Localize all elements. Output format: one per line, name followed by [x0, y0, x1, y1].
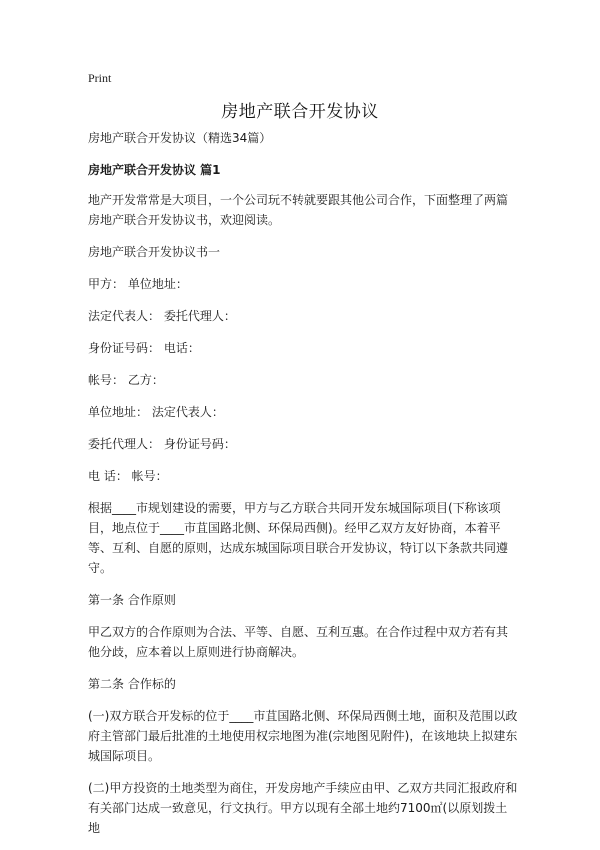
document-body	[88, 128, 518, 850]
subtitle: 房地产联合开发协议（精选34篇）	[88, 131, 272, 145]
phone-account-b-line: 电 话： 帐号：	[88, 469, 168, 483]
article2-item2: (二)甲方投资的土地类型为商住，开发房地产手续应由甲、乙双方共同汇报政府和有关部门达成一致意见，行文执行。甲方以现有全部土地约7100㎡(以原划拨土地	[88, 781, 518, 835]
id-phone-a-line: 身份证号码： 电话：	[88, 341, 200, 355]
document-title: 房地产联合开发协议	[221, 102, 379, 122]
agreement-title: 房地产联合开发协议书一	[88, 245, 221, 259]
legal-rep-a-line: 法定代表人： 委托代理人：	[88, 309, 236, 323]
intro-paragraph: 地产开发常常是大项目，一个公司玩不转就要跟其他公司合作，下面整理了两篇房地产联合开发协议书，欢迎阅读。	[88, 193, 509, 227]
article2-item1: (一)双方联合开发标的位于____市苴国路北侧、环保局西侧土地，面积及范围以政府主管部门最后批准的土地使用权宗地图为准(宗地图见附件)，在该地块上拟建东城国际项目。	[88, 709, 518, 763]
article2-title: 第二条 合作标的	[88, 677, 176, 691]
section-heading: 房地产联合开发协议 篇1	[88, 163, 221, 177]
party-a-line: 甲方： 单位地址：	[88, 277, 188, 291]
article1-title: 第一条 合作原则	[88, 593, 176, 607]
account-b-line: 帐号： 乙方：	[88, 373, 164, 387]
article1-paragraph: 甲乙双方的合作原则为合法、平等、自愿、互利互惠。在合作过程中双方若有其他分歧，应本着以上原则进行协商解决。	[88, 625, 509, 659]
address-rep-b-line: 单位地址： 法定代表人：	[88, 405, 224, 419]
preamble-paragraph: 根据____市规划建设的需要，甲方与乙方联合共同开发东城国际项目(下称该项目，地点位于____市苴国路北侧、环保局西侧)。经甲乙双方友好协商，本着平等、互利、自愿的原则，达成东城国际项目联合开发协议，特订以下条款共同遵守。	[88, 501, 509, 575]
print-label[interactable]: Print	[88, 71, 112, 85]
agent-id-b-line: 委托代理人： 身份证号码：	[88, 437, 236, 451]
